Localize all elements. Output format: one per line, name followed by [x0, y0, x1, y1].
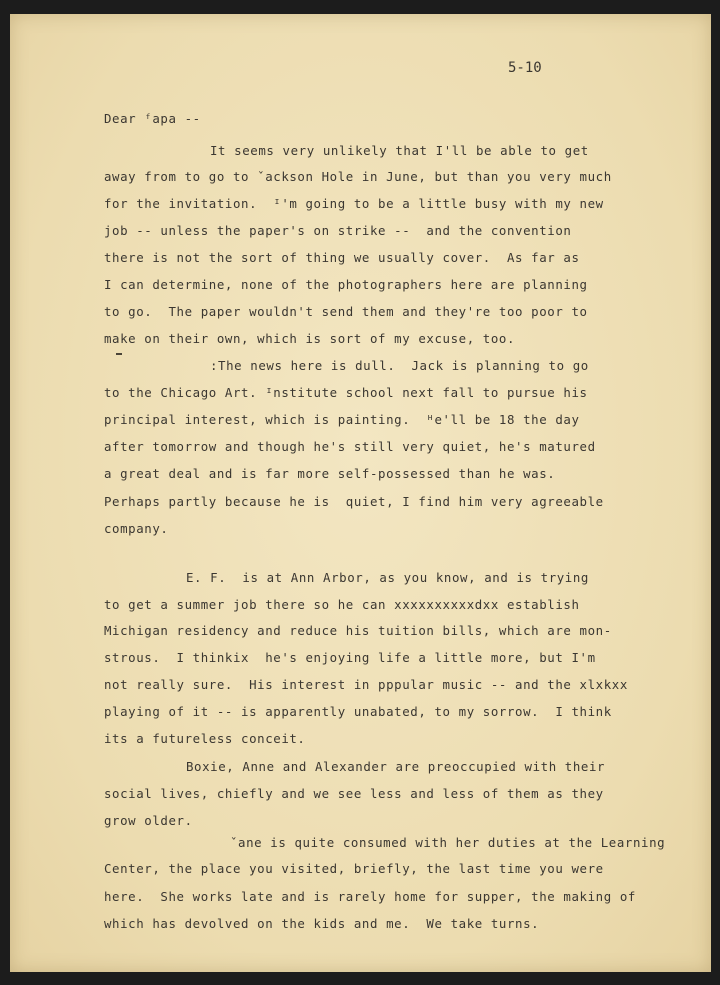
letter-line: ˇane is quite consumed with her duties at the Learning — [230, 835, 666, 850]
letter-line: grow older. — [104, 813, 193, 828]
letter-line: Michigan residency and reduce his tuition bills, which are mon- — [104, 623, 612, 638]
salutation: Dear ᶠapa -- — [104, 111, 201, 126]
letter-line: make on their own, which is sort of my excuse, too. — [104, 331, 516, 346]
letter-line: strous. I thinkix he's enjoying life a little more, but I'm — [104, 650, 596, 665]
page-number: 5-10 — [508, 60, 542, 76]
letter-line: social lives, chiefly and we see less and less of them as they — [104, 786, 604, 801]
letter-line: Center, the place you visited, briefly, the last time you were — [104, 861, 604, 876]
letter-line: to the Chicago Art. ᴵnstitute school next fall to pursue his — [104, 385, 588, 400]
letter-line: its a futureless conceit. — [104, 731, 306, 746]
letter-line: there is not the sort of thing we usually cover. As far as — [104, 250, 580, 265]
letter-line: not really sure. His interest in pppular music -- and the xlxkxx — [104, 677, 628, 692]
letter-line: I can determine, none of the photographers here are planning — [104, 277, 588, 292]
letter-line: E. F. is at Ann Arbor, as you know, and is trying — [186, 570, 589, 585]
letter-line: playing of it -- is apparently unabated, to my sorrow. I think — [104, 704, 612, 719]
letter-line: here. She works late and is rarely home for supper, the making of — [104, 889, 636, 904]
letter-line: :The news here is dull. Jack is planning to go — [210, 358, 589, 373]
letter-line: Boxie, Anne and Alexander are preoccupied with their — [186, 759, 606, 774]
letter-line: which has devolved on the kids and me. We take turns. — [104, 916, 540, 931]
letter-line: for the invitation. ᴵ'm going to be a little busy with my new — [104, 196, 604, 211]
letter-line: to get a summer job there so he can xxxxxxxxxxdxx establish — [104, 597, 580, 612]
letter-line: It seems very unlikely that I'll be able to get — [210, 143, 589, 158]
letter-line: a great deal and is far more self-possessed than he was. — [104, 466, 556, 481]
letter-line: company. — [104, 521, 169, 536]
margin-mark — [116, 353, 122, 355]
letter-line: job -- unless the paper's on strike -- and the convention — [104, 223, 572, 238]
letter-line: after tomorrow and though he's still very quiet, he's matured — [104, 439, 596, 454]
letter-line: Perhaps partly because he is quiet, I find him very agreeable — [104, 494, 604, 509]
letter-line: away from to go to ˇackson Hole in June, but than you very much — [104, 169, 612, 184]
letter-line: to go. The paper wouldn't send them and they're too poor to — [104, 304, 588, 319]
letter-line: principal interest, which is painting. ᴴe'll be 18 the day — [104, 412, 580, 427]
